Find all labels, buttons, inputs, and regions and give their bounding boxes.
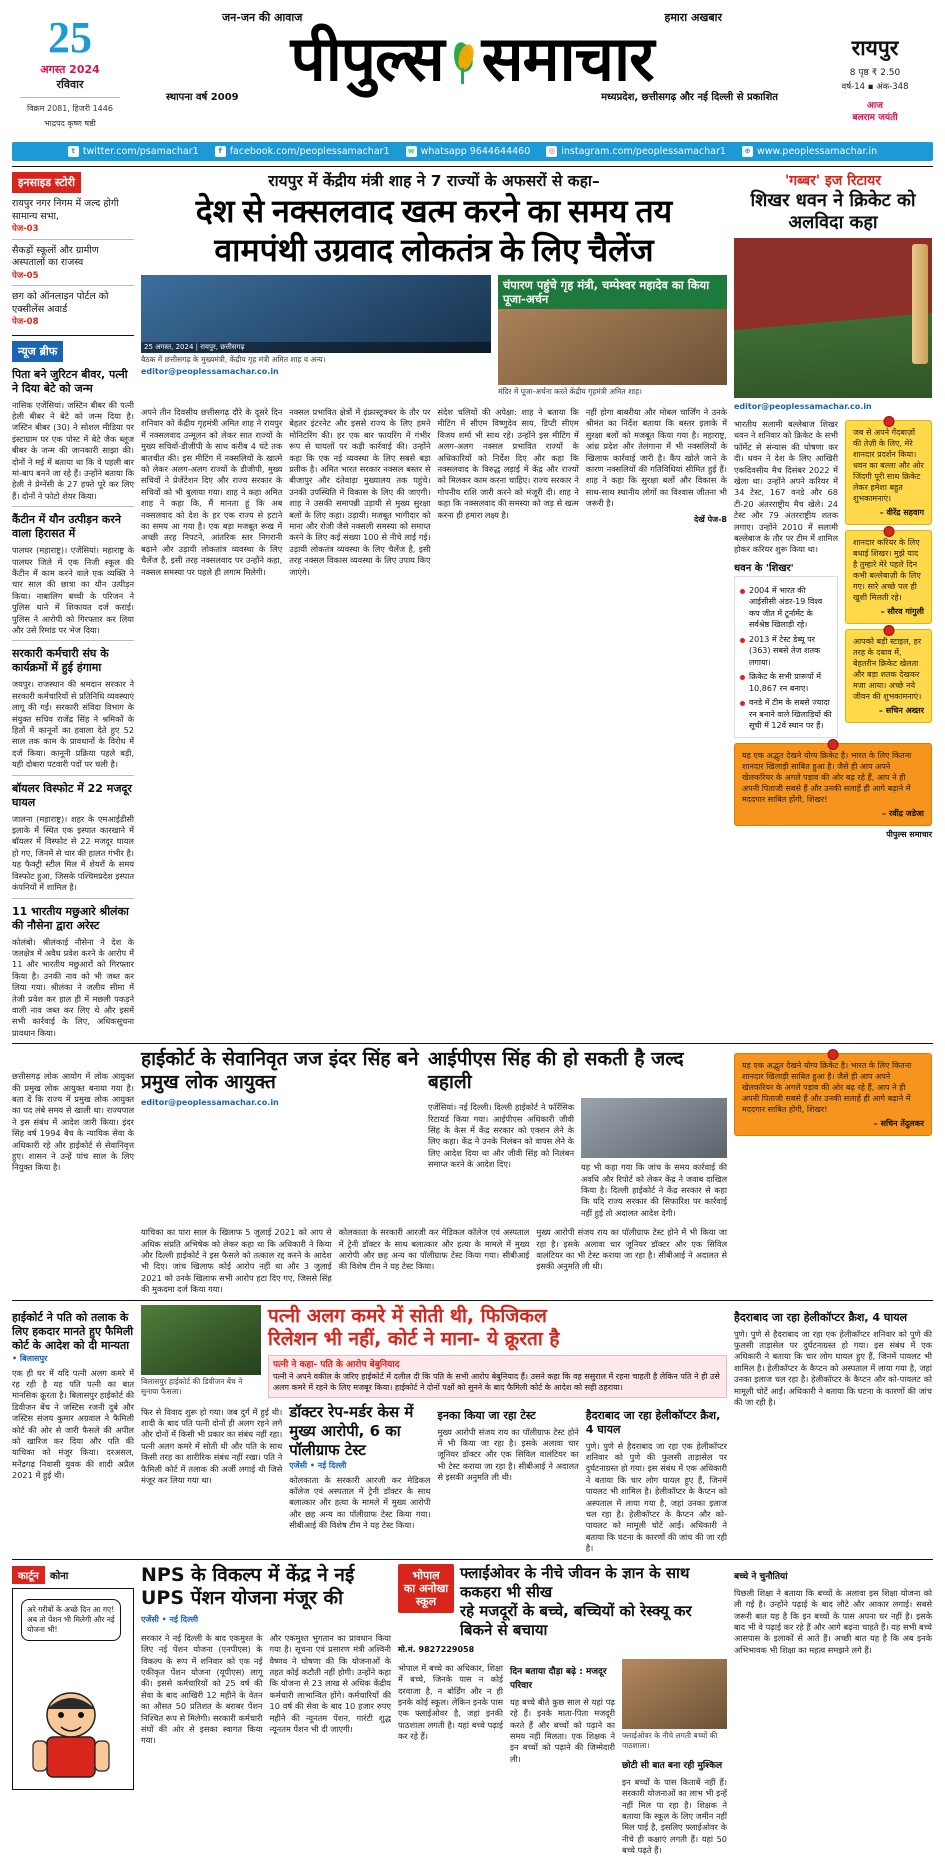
school-photo-caption: फ्लाईओवर के नीचे लगती बच्चों की पाठशाला। <box>622 1730 718 1750</box>
center-main <box>141 171 727 1039</box>
high-court-photo <box>141 1305 261 1375</box>
bullet-icon <box>740 589 745 594</box>
pin-icon <box>883 416 894 427</box>
edition-pages: 8 पृष्ठ ₹ 2.50 <box>849 68 901 78</box>
divorce-byline: • बिलासपुर <box>12 1353 48 1363</box>
social-link-instagram[interactable]: ◎ instagram.com/peoplessamachar1 <box>546 146 726 157</box>
bottom-row: कार्टून कोना अरे गरीबों के अच्छे दिन आ गए! अब तो पेंशन भी मिलेगी और नई योजना भी! NPS के विकल्प में केंद्र ने नई UPS पेंशन योजना मंजूर की एजेंसी • नई दिल्ली सरकार ने नई दिल्ली के बाद एकमुश्त के लिए नई पेंशन योजना (एनपीएस) के विकल्प के रूप में शनिवार को एक नई एकीकृत पेंशन योजना (यूपीएस) लागू की। इससे कर्मचारियों को 25 वर्ष की सेवा के बाद आखिरी 12 महीने के वेतन का औसत 50 प्रतिशत के बराबर पेंशन निश्चित रूप से मिलेगी। सरकारी कर्मचारी संघों की ओर से इसका स्वागत किया गया। और एकमुश्त भुगतान का प्रावधान किया गया है। सूचना एवं प्रसारण मंत्री अश्विनी वैष्णव ने घोषणा की कि योजनाओं के तहत कोई कटौती नहीं होगी। उन्होंने कहा कि योजना से 23 लाख से अधिक केंद्रीय कर्मचारी लाभान्वित होंगे। कर्मचारियों की 10 वर्ष की सेवा के बाद 10 हजार रुपए महीने की न्यूनतम पेंशन, गारंटी शुद्ध न्यूनतम पेंशन भी दी जाएगी। भोपाल का अनोखा स्कूल फ्लाईओवर के नीचे जीवन के ज्ञान के साथ ककहरा भी सीख रहे मजदूरों के बच्चे, बच्चियों को रेस्क्यू कर बिकने से बचाया मो.मं. 9827229058 भोपाल में बच्चे का अधिकार, शिक्षा में बच्चे, जिनके पास न कोई दरवाजा है, न बोर्डिंग और न ही इनके कोई स्कूल। लेकिन इनके पास एक फ्लाईओवर है, जहां इनकी पाठशाला लगती है। यहां बच्चे पढ़ाई कर रहे हैं। दिन बताया दौड़ा बढ़े : मजदूर परिवार यह बच्चे बीते कुछ साल से यहां पढ़ रहे हैं। इनके माता-पिता मजदूरी करते हैं और बच्चों को पढ़ाने का समय नहीं मिलता। एक शिक्षक ने इन बच्चों को पढ़ाने की जिम्मेदारी ली। फ्लाईओवर के नीचे लगती बच्चों की पाठशाला। छोटी सी बात बना रही मुश्किल इन बच्चों के पास किताबें नहीं हैं। सरकारी योजनाओं का लाभ भी इन्हें नहीं मिल पा रहा है। शिक्षक ने बताया कि स्कूल के लिए जमीन नहीं मिल पाई है, इसलिए फ्लाईओवर के नीचे ही कक्षाएं लगती हैं। यहां 50 बच्चे पढ़ते हैं। बच्चे ने चुनौतियां पिछली शिक्षा ने बताया कि बच्चों के अलावा इस शिक्षा योजना को ली गई है। उन्होंने पढ़ाई के बाद लौटे और आकार लगाई। सबसे जरूरी बात यह है कि इन बच्चों के पास अपना घर नहीं है। इसके बाद भी वे पढ़ाई कर रहे हैं और आगे बढ़ना चाहते हैं। यह सभी बच्चे आसपास के इलाकों से आते हैं। अच्छी बात यह है कि अब इनके अभिभावक भी शिक्षा का महत्व समझने लगे हैं। <box>12 1564 933 1857</box>
inside-story-title: इनसाइड स्टोरी <box>12 172 81 193</box>
cartoon-block <box>12 1564 134 1857</box>
gabbar-byline: editor@peoplessamachar.co.in <box>734 402 872 411</box>
dhawan-photo <box>734 238 932 398</box>
lead-photo-caption: बैठक में छत्तीसगढ़ के मुख्यमंत्री, केंद्रीय गृह मंत्री अमित शाह व अन्य। <box>141 355 326 364</box>
pin-icon <box>828 1049 839 1060</box>
published-from: मध्यप्रदेश, छत्तीसगढ़ और नई दिल्ली से प्रकाशित <box>601 92 778 103</box>
facebook-icon: f <box>215 146 226 157</box>
tribute-quote: यह एक अद्भुत देखने योग्य क्रिकेट है। भारत के लिए कितना शानदार खिलाड़ी साबित हुआ है। जैसे ही आप अपने खेलकरियर के अगले पड़ाव की ओर बढ़ रहे हैं, आप ने ही अपनी पिताजी सबसे हैं और उनकी सलाहें ही आगे बढ़ाने में मददगार साबित होंगी, शिखर! – रवींद्र जडेजा <box>734 743 932 826</box>
cartoon-panel <box>12 1588 134 1790</box>
inside-story-item[interactable]: छग को ऑनलाइन पोर्टल को एक्सीलेंस अवार्ड पेज-08 <box>12 291 109 327</box>
whatsapp-icon: w <box>406 146 417 157</box>
school-headline-line-1: फ्लाईओवर के नीचे जीवन के ज्ञान के साथ ककहरा भी सीख <box>460 1563 690 1601</box>
helicopter-headline: हैदराबाद जा रहा हेलीकॉप्टर क्रैश, 4 घायल <box>585 1408 721 1436</box>
champaran-photo <box>498 275 727 385</box>
inside-story-item[interactable]: रायपुर नगर निगम में जल्द होगी सामान्य सभा, पेज-03 <box>12 198 119 234</box>
divorce-block: हाईकोर्ट ने पति को तलाक के लिए हकदार मानते हुए फैमिली कोर्ट के आदेश को दी मान्यता • बिलासपुर एक ही घर में यदि पत्नी अलग कमरे में रह रही है यह पति पत्नी का बात मानसिक क्रूरता है। बिलासपुर हाईकोर्ट की डिवीजन बेंच ने जस्टिस रजनी दुबे और जस्टिस संजय कुमार अग्रवाल ने फैमिली कोर्ट की ओर से जारी फैसले की अपील को खारिज कर दिया और पति की याचिका को मंजूर किया। दरअसल, मनेंद्रगढ़ निवासी युवक की शादी अप्रैल 2021 में हुई थी। <box>12 1310 134 1481</box>
tribute-quote: शानदार करियर के लिए बधाई शिखर। मुझे याद है तुम्हारे मेरे पहले दिन कभी बल्लेबाज़ी के लिए गए। सारे अच्छे पल ही खुशी मिलती रहे। – सौरव गांगुली <box>845 530 932 624</box>
lead-continued: देखें पेज-8 <box>694 514 727 524</box>
title-part-1: पीपुल्स <box>290 26 444 94</box>
lead-byline: editor@peoplessamachar.co.in <box>141 367 279 376</box>
tribute-quote: जब से अपने गेंदबाज़ों की तेज़ी के लिए, मेरे शानदार प्रदर्शन किया। धवन का बल्ला और ओर जिंदगी पूरी साथ क्रिकेट लेकर हमेशा बहुत शुभकामनाएं। – वीरेंद्र सहवाग <box>845 420 932 525</box>
pin-icon <box>828 739 839 750</box>
lokayukt-headline: हाईकोर्ट के सेवानिवृत जज इंदर सिंह बने प्रमुख लोक आयुक्त <box>141 1048 419 1094</box>
gabbar-kicker: 'गब्बर' इज रिटायर <box>785 173 881 189</box>
helicopter-block: हैदराबाद जा रहा हेलीकॉप्टर क्रैश, 4 घायल पुणे। पुणे से हैदराबाद जा रहा एक हेलीकॉप्टर शनिवार को पुणे की फुलसी ताड़ासेल पर दुर्घटनाग्रस्त हो गया। इस संबंध में एक अधिकारी ने बताया कि चार लोग घायल हुए हैं, जिनमें पायलट भी शामिल है। हेलीकॉप्टर के कैप्टन को अस्पताल में लाया गया है, जहां उनका इलाज चल रहा है। हेलीकॉप्टर के कैप्टन और को-पायलट को मामूली चोटें आईं। अधिकारी ने बताया कि घटना के कारणों की जांच की जा रही है। <box>734 1310 932 1408</box>
school-badge: भोपाल का अनोखा स्कूल <box>398 1564 454 1613</box>
social-link-whatsapp[interactable]: w whatsapp 9644644460 <box>406 146 531 157</box>
cartoon-label-red: कार्टून <box>12 1566 45 1584</box>
nps-headline-line-1: NPS के विकल्प में केंद्र ने नई <box>141 1563 355 1586</box>
established: स्थापना वर्ष 2009 <box>166 92 239 103</box>
school-sub-1: दिन बताया दौड़ा बढ़े : मजदूर परिवार <box>510 1666 607 1691</box>
nps-headline-line-2: UPS पेंशन योजना मंजूर की <box>141 1586 344 1609</box>
title-block <box>132 10 812 103</box>
social-link-facebook[interactable]: f facebook.com/peoplessamachar1 <box>215 146 390 157</box>
cartoon-label-black: कोना <box>49 1570 69 1582</box>
hindu-date: विक्रम 2081, हिजरी 1446 <box>27 104 113 113</box>
masthead <box>0 0 945 142</box>
bullet-icon <box>740 675 745 680</box>
physical-headline-line-1: पत्नी अलग कमरे में सोती थी, फिजिकल <box>268 1304 547 1327</box>
date-weekday: रविवार <box>56 78 84 91</box>
edition-block: रायपुर 8 पृष्ठ ₹ 2.50 वर्ष-14 ▪ अंक-348 आज बलराम जयंती <box>819 34 931 124</box>
right-rail: 'गब्बर' इज रिटायर शिखर धवन ने क्रिकेट को अलविदा कहा editor@peoplessamachar.co.in भारतीय सलामी बल्लेबाज शिखर धवन ने शनिवार को क्रिकेट के सभी फॉर्मेट से संन्यास की घोषणा कर दी। धवन ने देश के लिए आखिरी एकदिवसीय मैच दिसंबर 2022 में खेला था। उन्होंने अपने करियर में 34 टेस्ट, 167 वनडे और 68 टी-20 अंतरराष्ट्रीय मैच खेले। 24 टेस्ट और 79 अंतरराष्ट्रीय शतक लगाए। उन्होंने 2010 में सलामी बल्लेबाज के तौर पर टीम में शामिल होकर करियर शुरू किया था। धवन के 'शिखर' 2004 में भारत की आईसीसी अंडर-19 विश्व कप जीत में टूर्नामेंट के सर्वश्रेष्ठ खिलाड़ी रहे। 2013 में टेस्ट डेब्यू पर (363) सबसे तेज शतक लगाया। क्रिकेट के सभी प्रारूपों में 10,867 रन बनाए। वनडे में टीम के सबसे ज्यादा रन बनाने वाले खिलाड़ियों की सूची में 12वें स्थान पर हैं। जब से अपने गेंदबाज़ों की तेज़ी के लिए, मेरे शानदार प्रदर्शन किया। धवन का बल्ला और ओर जिंदगी पूरी साथ क्रिकेट लेकर हमेशा बहुत शुभकामनाएं। – वीरेंद्र सहवाग शानदार करियर के लिए बधाई शिखर। मुझे याद है तुम्हारे मेरे पहले दिन कभी बल्लेबाज़ी के लिए गए। सारे अच्छे पल ही खुशी मिलती रहे। – सौरव गांगुली आपको बड़ी स्टाइल, हर तरह के दबाव में, बेहतरीन क्रिकेट खेलता और बड़ा शतक देखकर मजा आया। अच्छे नये जीवन की शुभकामनाएं। – सचिन अख्तर यह एक अद्भुत देखने योग्य क्रिकेट है। भारत के लिए कितना शानदार खिलाड़ी साबित हुआ है। जैसे ही आप अपने खेलकरियर के अगले पड़ाव की ओर बढ़ रहे हैं, आप ने ही अपनी पिताजी सबसे हैं और उनकी सलाहें ही आगे बढ़ाने में मददगार साबित होंगी, शिखर! – रवींद्र जडेजा पीपुल्स समाचार <box>734 173 932 839</box>
date-month: अगस्त 2024 <box>40 63 100 76</box>
brief-item[interactable]: बॉयलर विस्फोट में 22 मजदूर घायल जालना (महाराष्ट्र)। शहर के एमआईडीसी इलाके में स्थित एक इस्पात कारखाने में बॉयलर में विस्फोट से 22 मजदूर घायल हो गए, जिनमें से चार की हालत गंभीर है। यह फैक्ट्री स्टील मिल में शेयरों के समय विस्फोट हुआ, जिसके पश्चिमप्रदेश इस्पात कंपनियों में शामिल है। <box>12 781 134 893</box>
gabbar-credit: पीपुल्स समाचार <box>886 829 932 839</box>
school-headline-line-2: रहे मजदूरों के बच्चे, बच्चियों को रेस्क्यू कर बिकने से बचाया <box>460 1601 692 1639</box>
tribute-quote: आपको बड़ी स्टाइल, हर तरह के दबाव में, बेहतरीन क्रिकेट खेलता और बड़ा शतक देखकर मजा आया। अच्छे नये जीवन की शुभकामनाएं। – सचिन अख्तर <box>845 629 932 723</box>
today-label: आज <box>867 101 883 111</box>
third-row: हाईकोर्ट ने पति को तलाक के लिए हकदार मानते हुए फैमिली कोर्ट के आदेश को दी मान्यता • बिलासपुर एक ही घर में यदि पत्नी अलग कमरे में रह रही है यह पति पत्नी का बात मानसिक क्रूरता है। बिलासपुर हाईकोर्ट की डिवीजन बेंच ने जस्टिस रजनी दुबे और जस्टिस संजय कुमार अग्रवाल ने फैमिली कोर्ट की ओर से जारी फैसले की अपील को खारिज कर दिया और पति की याचिका को मंजूर किया। दरअसल, मनेंद्रगढ़ निवासी युवक की शादी अप्रैल 2021 में हुई थी। बिलासपुर हाईकोर्ट की डिवीजन बेंच ने सुनाया फैसला। पत्नी अलग कमरे में सोती थी, फिजिकल रिलेशन भी नहीं, कोर्ट ने माना- ये क्रूरता है पत्नी ने कहा- पति के आरोप बेबुनियाद पत्नी ने अपने वकील के जरिए हाईकोर्ट में दलील दी कि पति के सभी आरोप बेबुनियाद हैं। उसने कहा कि वह ससुराल में रहना चाहती है लेकिन पति ने ही उसे अलग कमरे में रहने के लिए मजबूर किया। हाईकोर्ट ने दोनों पक्षों को सुनने के बाद फैमिली कोर्ट के आदेश को सही ठहराया। फिर से विवाद शुरू हो गया। जब दुर्ग में हुई थी। शादी के बाद पति पत्नी दोनों ही अलग रहने लगे और दोनों में किसी भी प्रकार का संबंध नहीं रहा। पत्नी अलग कमरे में सोती थी और पति के साथ किसी तरह का शारीरिक संबंध नहीं रखा। पति ने फैमिली कोर्ट में तलाक की अर्जी लगाई थी जिसे मंजूर कर लिया गया था। डॉक्टर रेप-मर्डर केस में मुख्य आरोपी, 6 का पॉलीग्राफ टेस्ट एजेंसी • नई दिल्ली कोलकाता के सरकारी आरजी कर मेडिकल कॉलेज एवं अस्पताल में ट्रेनी डॉक्टर के साथ बलात्कार और हत्या के मामले में मुख्य आरोपी और छह अन्य का पॉलीग्राफ टेस्ट किया गया। सीबीआई की विशेष टीम ने यह टेस्ट किया। इनका किया जा रहा टेस्ट मुख्य आरोपी संजय राय का पॉलीग्राफ टेस्ट होने में भी किया जा रहा है। इसके अलावा चार जूनियर डॉक्टर और एक सिविल वालंटियर का भी टेस्ट कराया जा रहा है। सीबीआई ने अदालत से इसकी अनुमति ली थी। हैदराबाद जा रहा हेलीकॉप्टर क्रैश, 4 घायल पुणे। पुणे से हैदराबाद जा रहा एक हेलीकॉप्टर शनिवार को पुणे की फुलसी ताड़ासेल पर दुर्घटनाग्रस्त हो गया। इस संबंध में एक अधिकारी ने बताया कि चार लोग घायल हुए हैं, जिनमें पायलट भी शामिल है। हेलीकॉप्टर के कैप्टन को अस्पताल में लाया गया है, जहां उनका इलाज चल रहा है। हेलीकॉप्टर के कैप्टन और को-पायलट को मामूली चोटें आईं। अधिकारी ने बताया कि घटना के कारणों की जांच की जा रही है। हैदराबाद जा रहा हेलीकॉप्टर क्रैश, 4 घायल पुणे। पुणे से हैदराबाद जा रहा एक हेलीकॉप्टर शनिवार को पुणे की फुलसी ताड़ासेल पर दुर्घटनाग्रस्त हो गया। इस संबंध में एक अधिकारी ने बताया कि चार लोग घायल हुए हैं, जिनमें पायलट भी शामिल है। हेलीकॉप्टर के कैप्टन को अस्पताल में लाया गया है, जहां उनका इलाज चल रहा है। हेलीकॉप्टर के कैप्टन और को-पायलट को मामूली चोटें आईं। अधिकारी ने बताया कि घटना के कारणों की जांच की जा रही है। <box>12 1304 932 1554</box>
bullet-icon <box>740 701 745 706</box>
paksha: भाद्रपद कृष्ण षष्ठी <box>44 119 96 128</box>
gabbar-headline: शिखर धवन ने क्रिकेट को अलविदा कहा <box>750 190 916 233</box>
wife-statement-box: पत्नी ने कहा- पति के आरोप बेबुनियाद पत्नी ने अपने वकील के जरिए हाईकोर्ट में दलील दी कि पति के सभी आरोप बेबुनियाद हैं। उसने कहा कि वह ससुराल में रहना चाहती है लेकिन पति ने ही उसे अलग कमरे में रहने के लिए मजबूर किया। हाईकोर्ट ने दोनों पक्षों को सुनने के बाद फैमिली कोर्ट के आदेश को सही ठहराया। <box>268 1355 727 1398</box>
today-value: बलराम जयंती <box>852 113 898 123</box>
champaran-headline: चंपारण पहुंचे गृह मंत्री, चम्पेश्वर महादेव का किया पूजा-अर्चन <box>498 275 727 309</box>
doctor-case-headline: डॉक्टर रेप-मर्डर केस में मुख्य आरोपी, 6 का पॉलीग्राफ टेस्ट <box>289 1402 414 1459</box>
ips-headline: आईपीएस सिंह की हो सकती है जल्द बहाली <box>428 1048 684 1094</box>
bullet-icon <box>740 638 745 643</box>
divorce-headline: हाईकोर्ट ने पति को तलाक के लिए हकदार मानते हुए फैमिली कोर्ट के आदेश को दी मान्यता <box>12 1310 134 1352</box>
doctor-case-subhead: इनका किया जा रहा टेस्ट <box>437 1408 536 1422</box>
cartoon-figure-icon <box>13 1679 133 1789</box>
inside-story-item[interactable]: सैकड़ों स्कूलों और ग्रामीण अस्पतालों का राजस्व पेज-05 <box>12 244 99 281</box>
gabbar-footer-sign: – सचिन तेंदुलकर <box>873 1119 924 1129</box>
left-rail <box>12 171 134 1039</box>
lokayukt-headline-left <box>12 1048 134 1067</box>
divider <box>12 166 933 167</box>
divider <box>20 97 120 98</box>
twitter-icon: t <box>68 146 79 157</box>
school-tail: बच्चे ने चुनौतियां पिछली शिक्षा ने बताया कि बच्चों के अलावा इस शिक्षा योजना को ली गई है। उन्होंने पढ़ाई के बाद लौटे और आकार लगाई। सबसे जरूरी बात यह है कि इन बच्चों के पास अपना घर नहीं है। इसके बाद भी वे पढ़ाई कर रहे हैं और आगे बढ़ना चाहते हैं। यह सभी बच्चे आसपास के इलाकों से आते हैं। अच्छी बात यह है कि अब इनके अभिभावक भी शिक्षा का महत्व समझने लगे हैं। <box>734 1571 932 1655</box>
web-icon: ⊕ <box>742 146 753 157</box>
lead-headline-line-1: देश से नक्सलवाद खत्म करने का समय तय <box>195 193 673 229</box>
dhawan-quote-tail: यह एक अद्भुत देखने योग्य क्रिकेट है। भारत के लिए कितना शानदार खिलाड़ी साबित हुआ है। जैसे ही आप अपने खेलकरियर के अगले पड़ाव की ओर बढ़ रहे हैं, आप ने ही अपनी पिताजी सबसे हैं और उनकी सलाहें ही आगे बढ़ाने में मददगार साबित होंगी, शिखर! – सचिन तेंदुलकर <box>734 1048 932 1295</box>
nps-byline: एजेंसी • नई दिल्ली <box>141 1614 199 1624</box>
second-row: छत्तीसगढ़ लोक आयोग में लोक आयुक्त की प्रमुख लोक आयुक्त बनाया गया है। बता दें कि राज्य में प्रमुख लोक आयुक्त का पद लंबे समय से खाली था। राज्यपाल ने इस संबंध में आदेश जारी किया। इंदर सिंह वर्ष 1994 बैच के न्यायिक सेवा के अधिकारी रहे और हाईकोर्ट से सेवानिवृत्त हुए। शासन ने उन्हें पांच साल के लिए नियुक्त किया है। हाईकोर्ट के सेवानिवृत जज इंदर सिंह बने प्रमुख लोक आयुक्त editor@peoplessamachar.co.in आईपीएस सिंह की हो सकती है जल्द बहाली एजेंसियां। नई दिल्ली। दिल्ली हाईकोर्ट ने फॉरेंसिक रिटायर्ड किया गया। आईपीएस अधिकारी जीवी सिंह के केस में केंद्र सरकार को एक्शन लेने के लिए कहा। केंद्र ने उनके निलंबन को वापस लेने के लिए आदेश दिया था और जीवी सिंह को निलंबन समाप्त करने के आदेश दिए। यह भी कहा गया कि जांच के समय कार्रवाई की अवधि और रिपोर्ट को लेकर केंद्र ने जवाब दाखिल किया है। दिल्ली हाईकोर्ट ने केंद्र सरकार से कहा कि यदि राज्य सरकार की सिफारिश पर कार्रवाई नहीं हुई तो अदालत आदेश देगी। याचिका का पारा साल के खिलाफ 5 जुलाई 2021 को आप से अधिक संप्रति अभिषेक को लेकर कहा था कि अधिकारी ने किया और दिल्ली हाईकोर्ट ने इस फैसले को तत्काल रद्द करने के आदेश भी दिए। जांच खिलाफ कोई आरोप नहीं था और 3 जुलाई 2021 को उनके खिलाफ सभी आरोप हटा दिए गए, जिससे सिंह की मुकदमा दर्ज किया गया। कोलकाता के सरकारी आरजी कर मेडिकल कॉलेज एवं अस्पताल में ट्रेनी डॉक्टर के साथ बलात्कार और हत्या के मामले में मुख्य आरोपी और छह अन्य का पॉलीग्राफ टेस्ट किया गया। सीबीआई की विशेष टीम ने यह टेस्ट किया। मुख्य आरोपी संजय राय का पॉलीग्राफ टेस्ट होने में भी किया जा रहा है। इसके अलावा चार जूनियर डॉक्टर और एक सिविल वालंटियर का भी टेस्ट कराया जा रहा है। सीबीआई ने अदालत से इसकी अनुमति ली थी। यह एक अद्भुत देखने योग्य क्रिकेट है। भारत के लिए कितना शानदार खिलाड़ी साबित हुआ है। जैसे ही आप अपने खेलकरियर के अगले पड़ाव की ओर बढ़ रहे हैं, आप ने ही अपनी पिताजी सबसे हैं और उनकी सलाहें ही आगे बढ़ाने में मददगार साबित होंगी, शिखर! – सचिन तेंदुलकर <box>12 1048 933 1295</box>
instagram-icon: ◎ <box>546 146 557 157</box>
school-sub-3: बच्चे ने चुनौतियां <box>734 1571 788 1582</box>
social-link-twitter[interactable]: t twitter.com/psamachar1 <box>68 146 199 157</box>
edition-city: रायपुर <box>851 36 899 60</box>
doctor-case-byline: एजेंसी • नई दिल्ली <box>289 1460 347 1470</box>
lokayukt-byline: editor@peoplessamachar.co.in <box>141 1098 279 1108</box>
edition-issue: अंक-348 <box>876 82 909 92</box>
edition-volume: वर्ष-14 <box>841 82 866 92</box>
tagline-left: जन-जन की आवाज <box>222 11 303 24</box>
lokayukt-block: छत्तीसगढ़ लोक आयोग में लोक आयुक्त की प्रमुख लोक आयुक्त बनाया गया है। बता दें कि राज्य में प्रमुख लोक आयुक्त का पद लंबे समय से खाली था। राज्यपाल ने इस संबंध में आदेश जारी किया। इंदर सिंह वर्ष 1994 बैच के न्यायिक सेवा के अधिकारी रहे और हाईकोर्ट से सेवानिवृत्त हुए। शासन ने उन्हें पांच साल के लिए नियुक्त किया है। <box>12 1048 134 1295</box>
high-court-caption: बिलासपुर हाईकोर्ट की डिवीजन बेंच ने सुनाया फैसला। <box>141 1376 243 1396</box>
top-row <box>12 171 933 1039</box>
lead-headline-line-2: वामपंथी उग्रवाद लोकतंत्र के लिए चैलेंज <box>214 232 654 268</box>
school-sub-2: छोटी सी बात बना रही मुश्किल <box>622 1760 723 1771</box>
school-byline: मो.मं. 9827229058 <box>398 1644 475 1654</box>
photo-date-tag: 25 अगस्त, 2024 | रायपुर, छत्तीसगढ़ <box>141 342 491 353</box>
gabbar-stats-title: धवन के 'शिखर' <box>734 562 794 574</box>
ips-photo <box>581 1098 727 1158</box>
brief-item[interactable]: कैंटीन में यौन उत्पीड़न करने वाला हिरासत में पालघर (महाराष्ट्र)। एजेंसियां। महाराष्ट्र के पालघर जिले में एक निजी स्कूल की कैंटीन में काम करने वाले एक व्यक्ति ने चार साल की छात्रा का यौन उत्पीड़न किया। नाबालिग बच्ची के परिजन ने पुलिस थाने में शिकायत दर्ज कराई। पुलिस ने आरोपी को गिरफ्तार कर लिया और उसे रिमांड पर भेज दिया। <box>12 513 134 635</box>
cartoon-speech-bubble: अरे गरीबों के अच्छे दिन आ गए! अब तो पेंशन भी मिलेगी और नई योजना भी! <box>21 1599 121 1641</box>
cricket-bat-icon <box>912 244 928 364</box>
lead-photo <box>141 275 491 353</box>
lead-kicker: रायपुर में केंद्रीय मंत्री शाह ने 7 राज्यों के अफसरों से कहा– <box>268 172 600 190</box>
brief-item[interactable]: पिता बने जुरिटन बीवर, पत्नी ने दिया बेटे को जन्म नासिक एजेंसियां। जस्टिन बीबर की पत्नी हेली बीबर ने बेटे को जन्म दिया है। जस्टिन बीबर (30) ने सोशल मीडिया पर इंस्टाग्राम पर एक पोस्ट में बेटे जैक ब्लूज बीबर के जन्म की जानकारी साझा की। दोनों ने मई में बताया था कि वे पहली बार मां-बाप बनने जा रहे हैं। उन्होंने बताया कि हेली ने प्रेग्नेंसी के 27 हफ्ते पूरे कर लिए हैं। दोनों ने फोटो शेयर किया। <box>12 367 134 501</box>
tagline-right: हमारा अखबार <box>664 11 722 24</box>
page-content <box>12 166 933 1857</box>
lead-body: अपने तीन दिवसीय छत्तीसगढ़ दौरे के दूसरे दिन शनिवार को केंद्रीय गृहमंत्री अमित शाह ने रायपुर में नक्सलवाद उन्मूलन को लेकर सात राज्यों के मुख्य सचिवों-डीजीपी के साथ करीब 4 घंटे तक बातचीत की। इस मीटिंग में नक्सलियों के खात्मे को लेकर अलग-अलग राज्यों के डीजीपी, मुख्य सचिवों ने प्रेजेंटेशन दिए और राज्य सरकार के सचिवों को भी बुलाया गया। शाह ने कहा अमित शाह ने कहा कि, मैं मानता हूं कि अब नक्सलवाद को देश के हर एक राज्य से हटाने का समय आ गया है। एक बड़ा मजबूत रूख में अच्छी तरह निपटने, आंतरिक स्तर निगरानी बढ़ाने और उड़ायी लोकतांत्र व्यवस्था के लिए चैलेंज है, इसी तरह नक्सलवाद पर उन्होंने कहा, नक्सल समस्या पर पहले ही लगाम मिलेगी। नक्सल प्रभावित क्षेत्रों में इंफ्रास्ट्रक्चर के तौर पर बेहतर इंटरनेट और इससे राज्य के लिए हमने मोनिटरिंग की। हर एक बार फायरिंग में गंभीर रूप से घायलों पर कड़ी कार्रवाई की। उन्होंने कहा कि एक नई व्यवस्था के लिए सबसे बड़ा प्रतीक है। अमित भारत सरकार नक्सल बस्तर से बीजापुर और दंतेवाड़ा मुख्यालय तक पहुंचे। उनकी उपस्थिति में विकास के लिए की जाएगी। शाह ने उसकी समापन्नी उड़ायी से मुख्य सुरक्षा बलों के लिए कहा। उड़ायी। मजबूत भागीदार को माना और रोजी जैसे नक्सली समस्या को समाप्त करने के लिए कई संख्या 100 से नीचे लाई गई। उड़ायी लोकतंत्र व्यवस्था के लिए चैलेंज है, इसी तरह नक्सल विकास व्यवस्था के लिए उपाय किए जाएंगे। संदेश चलियों की अपेक्षा: शाह ने बताया कि मीटिंग में सीएम विष्णुदेव साय, डिप्टी सीएम विजय शर्मा भी साथ रहे। उन्होंने इस मीटिंग में अलग-अलग नक्सल प्रभावित राज्यों के अधिकारियों को निर्देश दिए और कहा कि नक्सलवाद के विरुद्ध लड़ाई में केंद्र और राज्यों को मिलकर काम करना चाहिए। राज्य सरकार ने गोपनीय राशि जारी करने को मंजूरी दी। शाह ने कहा कि नक्सलवाद की समस्या को जड़ से खत्म करना ही हमारा लक्ष्य है। नहीं होगा बाबरीया और मोबल चार्जिंग ने उनके श्रीमंत का निर्देश बताया कि बस्तर इलाके में सुरक्षा बलों को मजबूत किया गया है। महाराष्ट्र, आंध्र प्रदेश और तेलंगाना में भी नक्सलियों के खिलाफ कार्रवाई जारी है। कैंप खोले जाने के कारण नक्सलियों की गतिविधियां सीमित हुई हैं। शाह ने कहा कि सुरक्षा बलों और विकास के साथ-साथ स्थानीय लोगों का विश्वास जीतना भी जरूरी है। देखें पेज-8 <box>141 407 727 577</box>
paper-title <box>132 27 812 93</box>
champaran-caption: मंदिर में पूजा-अर्चना करते केंद्रीय गृहमंत्री अमित शाह। <box>498 387 642 396</box>
pin-icon <box>883 625 894 636</box>
date-block <box>14 13 126 129</box>
brief-item[interactable]: सरकारी कर्मचारी संघ के कार्यक्रमों में हुई हंगामा जयपुर। राजस्थान की श्रमदान सरकार ने सरकारी कर्मचारियों से प्रतिनिधि व्यवस्थाएं लागू की गईं। सरकारी संविदा विभाग के संयुक्त सचिव राजेंद्र सिंह ने श्रमिकों के हितों में कानूनों का हवाला देते हुए 52 साल तक काम के प्रावधानों के विरोध में दर्ज किया। कानूनी प्रक्रिया पहले बड़ी, यही दोबारा पटवारी पदों पर चली है। <box>12 647 134 770</box>
news-brief-title: न्यूज ब्रीफ <box>12 341 63 362</box>
date-day: 25 <box>48 13 92 62</box>
physical-headline-line-2: रिलेशन भी नहीं, कोर्ट ने माना- ये क्रूरता है <box>268 1327 560 1350</box>
gabbar-stats: 2004 में भारत की आईसीसी अंडर-19 विश्व कप जीत में टूर्नामेंट के सर्वश्रेष्ठ खिलाड़ी रहे। 2013 में टेस्ट डेब्यू पर (363) सबसे तेज शतक लगाया। क्रिकेट के सभी प्रारूपों में 10,867 रन बनाए। वनडे में टीम के सबसे ज्यादा रन बनाने वाले खिलाड़ियों की सूची में 12वें स्थान पर हैं। <box>734 576 838 738</box>
school-photo <box>622 1659 727 1729</box>
leaf-logo-icon <box>446 42 480 86</box>
title-part-2: समाचार <box>481 26 654 94</box>
social-link-website[interactable]: ⊕ www.peoplessamachar.in <box>742 146 877 157</box>
pin-icon <box>883 526 894 537</box>
brief-item[interactable]: 11 भारतीय मछुआरे श्रीलंका की नौसेना द्वारा अरेस्ट कोलंबो। श्रीलंकाई नौसेना ने देश के जलक्षेत्र में अवैध प्रवेश करने के आरोप में 11 और भारतीय मछुआरों को गिरफ्तार किया है। उनकी नाव को भी जब्त कर लिया गया। श्रीलंका ने जलीय सीमा में तेजी प्रवेश कर हाल ही में मछली पकड़ने वाली नाव जब्त कर लिए थे और इसमें सभी कार्रवाई के लिए, अधिकसूचना प्रावधान किया। <box>12 904 134 1038</box>
social-bar <box>12 142 933 161</box>
